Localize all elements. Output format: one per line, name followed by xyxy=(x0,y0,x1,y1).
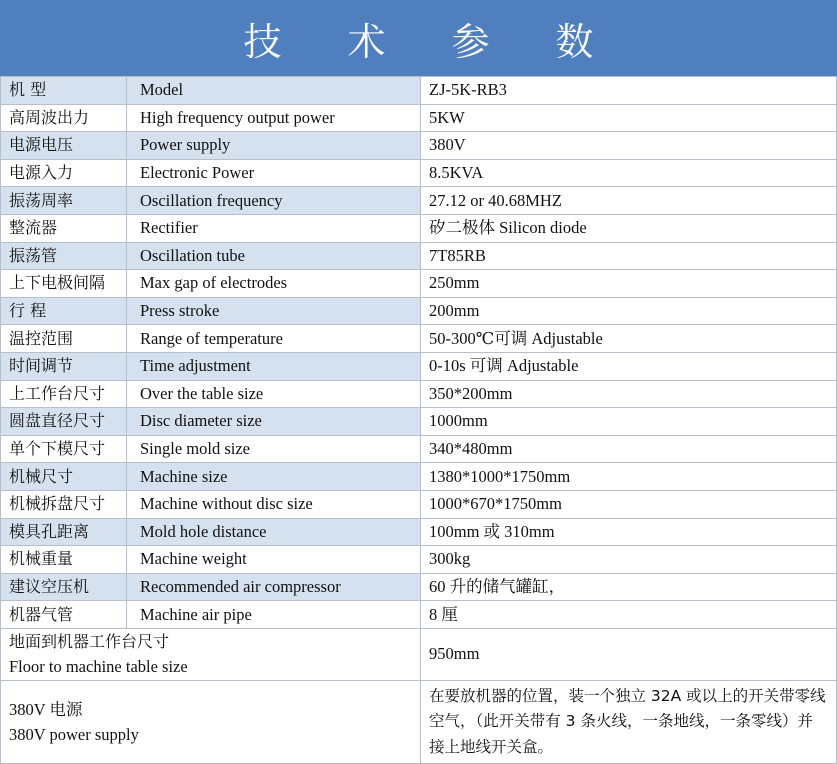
spec-name-cn: 整流器 xyxy=(1,214,127,242)
spec-name-en: Machine weight xyxy=(127,546,421,574)
spec-name-en: Electronic Power xyxy=(127,159,421,187)
spec-name-en: Over the table size xyxy=(127,380,421,408)
spec-name-cn: 模具孔距离 xyxy=(1,518,127,546)
spec-name-cn: 电源电压 xyxy=(1,132,127,160)
spec-name-en: Model xyxy=(127,77,421,105)
spec-value: 60 升的储气罐缸， xyxy=(421,573,837,601)
spec-value: 100mm 或 310mm xyxy=(421,518,837,546)
spec-name-en: Machine without disc size xyxy=(127,490,421,518)
spec-name-cn: 机械重量 xyxy=(1,546,127,574)
spec-name-merged xyxy=(1,628,421,680)
spec-name-cn: 单个下模尺寸 xyxy=(1,435,127,463)
spec-value: 380V xyxy=(421,132,837,160)
spec-name-cn: 380V 电源 xyxy=(9,700,83,720)
spec-value: 1000mm xyxy=(421,408,837,436)
spec-name-en: Power supply xyxy=(127,132,421,160)
spec-name-en: Floor to machine table size xyxy=(9,657,188,677)
spec-name-cn: 机械拆盘尺寸 xyxy=(1,490,127,518)
spec-name-en: Machine size xyxy=(127,463,421,491)
spec-value: 340*480mm xyxy=(421,435,837,463)
spec-value: 950mm xyxy=(421,628,837,680)
spec-name-cn: 上下电极间隔 xyxy=(1,270,127,298)
table-row xyxy=(1,104,837,132)
spec-name-en: Press stroke xyxy=(127,297,421,325)
table-row xyxy=(1,408,837,436)
spec-name-cn: 电源入力 xyxy=(1,159,127,187)
spec-name-en: Mold hole distance xyxy=(127,518,421,546)
spec-name-cn: 行 程 xyxy=(1,297,127,325)
spec-value: 250mm xyxy=(421,270,837,298)
table-row xyxy=(1,628,837,680)
spec-value: 350*200mm xyxy=(421,380,837,408)
title-char: 术 xyxy=(347,19,386,64)
spec-value: 8 厘 xyxy=(421,601,837,629)
spec-name-cn: 圆盘直径尺寸 xyxy=(1,408,127,436)
spec-name-cn: 时间调节 xyxy=(1,352,127,380)
spec-name-en: Recommended air compressor xyxy=(127,573,421,601)
spec-value: 5KW xyxy=(421,104,837,132)
table-row xyxy=(1,270,837,298)
spec-name-en: Max gap of electrodes xyxy=(127,270,421,298)
table-row xyxy=(1,214,837,242)
spec-name-en: Rectifier xyxy=(127,214,421,242)
table-row xyxy=(1,573,837,601)
spec-value: ZJ-5K-RB3 xyxy=(421,77,837,105)
spec-name-en: Time adjustment xyxy=(127,352,421,380)
title-char: 数 xyxy=(555,19,594,64)
spec-value: 1000*670*1750mm xyxy=(421,490,837,518)
table-row xyxy=(1,352,837,380)
spec-name-merged xyxy=(1,680,421,764)
table-row xyxy=(1,242,837,270)
title-char: 技 xyxy=(243,19,282,64)
table-row xyxy=(1,435,837,463)
table-row xyxy=(1,187,837,215)
spec-value: 27.12 or 40.68MHZ xyxy=(421,187,837,215)
spec-name-cn: 高周波出力 xyxy=(1,104,127,132)
table-row xyxy=(1,680,837,764)
spec-name-cn: 振荡管 xyxy=(1,242,127,270)
table-row xyxy=(1,601,837,629)
table-row xyxy=(1,463,837,491)
spec-table xyxy=(0,76,837,764)
spec-name-en: Range of temperature xyxy=(127,325,421,353)
spec-name-cn: 建议空压机 xyxy=(1,573,127,601)
spec-value: 300kg xyxy=(421,546,837,574)
spec-value: 矽二极体 Silicon diode xyxy=(421,214,837,242)
spec-name-cn: 地面到机器工作台尺寸 xyxy=(9,632,170,652)
table-row xyxy=(1,159,837,187)
title-char: 参 xyxy=(451,19,490,64)
spec-name-en: Single mold size xyxy=(127,435,421,463)
spec-value: 1380*1000*1750mm xyxy=(421,463,837,491)
table-row xyxy=(1,297,837,325)
page-title xyxy=(210,11,626,66)
spec-name-en: Disc diameter size xyxy=(127,408,421,436)
spec-name-en: Oscillation frequency xyxy=(127,187,421,215)
spec-value: 在要放机器的位置，装一个独立 32A 或以上的开关带零线空气，（此开关带有 3 条火线，一条地线，一条零线）并接上地线开关盒。 xyxy=(421,680,837,764)
spec-value: 50-300℃可调 Adjustable xyxy=(421,325,837,353)
table-row xyxy=(1,518,837,546)
table-row xyxy=(1,132,837,160)
table-row xyxy=(1,490,837,518)
spec-name-en: 380V power supply xyxy=(9,725,139,745)
spec-value: 8.5KVA xyxy=(421,159,837,187)
table-row xyxy=(1,546,837,574)
spec-name-cn: 机器气管 xyxy=(1,601,127,629)
spec-value: 200mm xyxy=(421,297,837,325)
page-header xyxy=(0,0,837,76)
spec-name-en: High frequency output power xyxy=(127,104,421,132)
spec-name-cn: 温控范围 xyxy=(1,325,127,353)
spec-name-cn: 振荡周率 xyxy=(1,187,127,215)
spec-name-cn: 机械尺寸 xyxy=(1,463,127,491)
spec-name-cn: 机 型 xyxy=(1,77,127,105)
spec-value: 7T85RB xyxy=(421,242,837,270)
spec-name-en: Machine air pipe xyxy=(127,601,421,629)
spec-name-en: Oscillation tube xyxy=(127,242,421,270)
table-row xyxy=(1,380,837,408)
spec-value: 0-10s 可调 Adjustable xyxy=(421,352,837,380)
table-row xyxy=(1,77,837,105)
spec-name-cn: 上工作台尺寸 xyxy=(1,380,127,408)
table-row xyxy=(1,325,837,353)
